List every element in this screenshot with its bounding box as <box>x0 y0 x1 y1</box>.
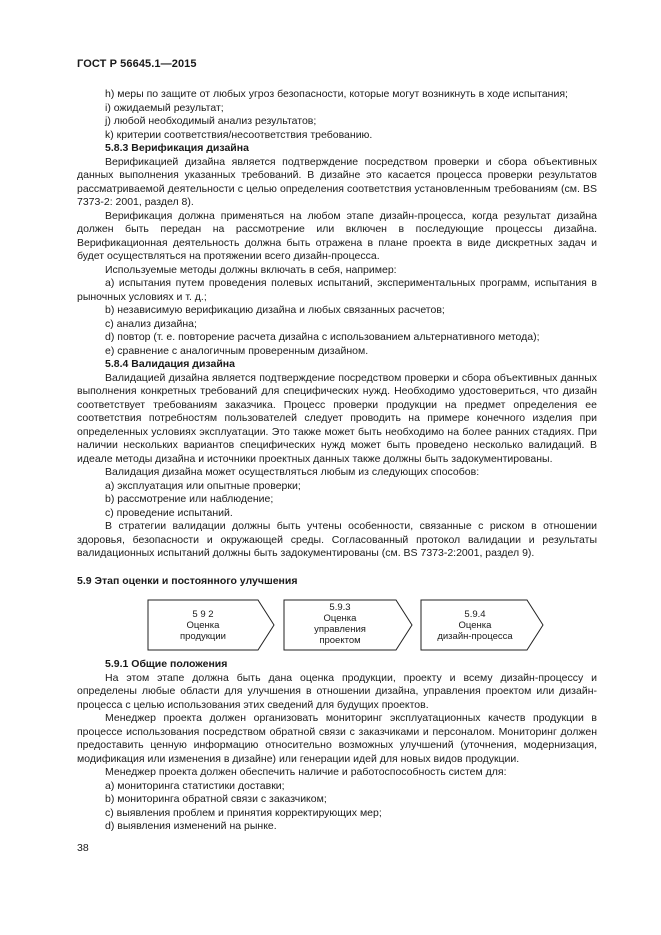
paragraph: Менеджер проекта должен обеспечить наличие и работоспособность систем для: <box>105 766 507 778</box>
heading-5-9: 5.9 Этап оценки и постоянного улучшения <box>77 574 298 587</box>
step-label: продукции <box>179 631 227 642</box>
step-label: 5.9.3 <box>329 602 351 613</box>
list-item: h) меры по защите от любых угроз безопасности, которые могут возникнуть в ходе испытания; <box>105 88 568 100</box>
paragraph: Верификацией дизайна является подтверждение посредством проверки и сбора объективных данных выполнения указанных требований. В дизайне это касается процесса проверки результатов рассматриваемой деятельности с целью определения соответствия установленным требованиям (см. BS 7373-2: 2001, раздел 8). <box>77 155 597 208</box>
list-item: d) выявления изменений на рынке. <box>105 820 277 832</box>
paragraph: На этом этапе должна быть дана оценка продукции, проекту и всему дизайн-процессу и определены любые области для улучшения в отношении дизайна, управления проектом или дизайн-процесса с целью использования этих сведений для будущих проектов. <box>77 671 597 711</box>
list-item: d) повтор (т. е. повторение расчета дизайна с использованием альтернативного метода); <box>105 331 540 343</box>
document-body <box>77 88 597 834</box>
paragraph: Верификация должна применяться на любом этапе дизайн-процесса, когда результат дизайна должен быть передан на рассмотрение или включен в последующие процессы дизайна. Верификационная деятельность должна быть отражена в плане проекта в виде дискретных задач и будет осуществляться на протяжении всего дизайн-процесса. <box>77 209 597 262</box>
list-item: c) проведение испытаний. <box>105 506 233 519</box>
process-diagram <box>77 598 597 654</box>
paragraph: Валидация дизайна может осуществляться любым из следующих способов: <box>105 466 480 478</box>
list-item: j) любой необходимый анализ результатов; <box>105 115 317 127</box>
step-label: Оценка <box>323 613 357 624</box>
list-item: b) независимую верификацию дизайна и любых связанных расчетов; <box>105 304 445 316</box>
step-label: проектом <box>319 635 361 646</box>
list-item: c) выявления проблем и принятия корректирующих мер; <box>105 806 382 819</box>
list-item: b) мониторинга обратной связи с заказчиком; <box>105 793 327 805</box>
step-label: Оценка <box>458 620 492 631</box>
heading-5-8-4: 5.8.4 Валидация дизайна <box>105 358 235 370</box>
heading-5-8-3: 5.8.3 Верификация дизайна <box>105 142 249 154</box>
step-label: 5 9 2 <box>192 609 214 620</box>
paragraph: Валидацией дизайна является подтверждение посредством проверки и сбора объективных данных выполнения конкретных требований для специфических нужд. Необходимо удостовериться, что дизайн соответствует требованиям заказчика. Процесс проверки продукции на предмет определения ее соответствия потребностям пользователей следует проводить на примере конечного изделия при определенных условиях эксплуатации. Это также может быть необходимо на более ранних стадиях. При наличии нескольких вариантов специфических нужд может быть проведено несколько валидаций. В идеале методы дизайна и источники проектных данных также должны быть задокументированы. <box>77 371 597 465</box>
heading-5-9-1: 5.9.1 Общие положения <box>105 658 228 670</box>
list-item: k) критерии соответствия/несоответствия требованию. <box>105 128 373 141</box>
list-item: b) рассмотрение или наблюдение; <box>105 493 274 505</box>
paragraph: Менеджер проекта должен организовать мониторинг эксплуатационных качеств продукции в процессе использования посредством обратной связи с заказчиками и персоналом. Мониторинг должен предоставить ценную информацию относительно возможных улучшений (уточнения, модернизация, модификация или изменения в дизайне) или генерации идей для новых видов продукции. <box>77 712 597 765</box>
list-item: a) эксплуатация или опытные проверки; <box>105 479 301 492</box>
list-item: e) сравнение с аналогичным проверенным дизайном. <box>105 344 369 357</box>
step-label: управления <box>314 624 366 635</box>
list-item: a) мониторинга статистики доставки; <box>105 779 285 792</box>
process-diagram-svg <box>77 598 597 654</box>
step-label: дизайн-процесса <box>437 631 513 642</box>
standard-header: ГОСТ Р 56645.1—2015 <box>77 58 197 70</box>
step-label: 5.9.4 <box>464 609 486 620</box>
list-item: i) ожидаемый результат; <box>105 101 224 114</box>
page-number: 38 <box>77 842 89 854</box>
paragraph: Используемые методы должны включать в себя, например: <box>105 263 397 276</box>
paragraph: В стратегии валидации должны быть учтены особенности, связанные с риском в отношении здоровья, безопасности и окружающей среды. Согласованный протокол валидации и результаты валидационных испытаний должны быть задокументированы (см. BS 7373-2:2001, раздел 9). <box>77 520 597 559</box>
list-item: c) анализ дизайна; <box>105 317 197 330</box>
step-label: Оценка <box>186 620 220 631</box>
list-item: a) испытания путем проведения полевых испытаний, экспериментальных программ, испытания в рыночных условиях и т. д.; <box>77 277 597 303</box>
